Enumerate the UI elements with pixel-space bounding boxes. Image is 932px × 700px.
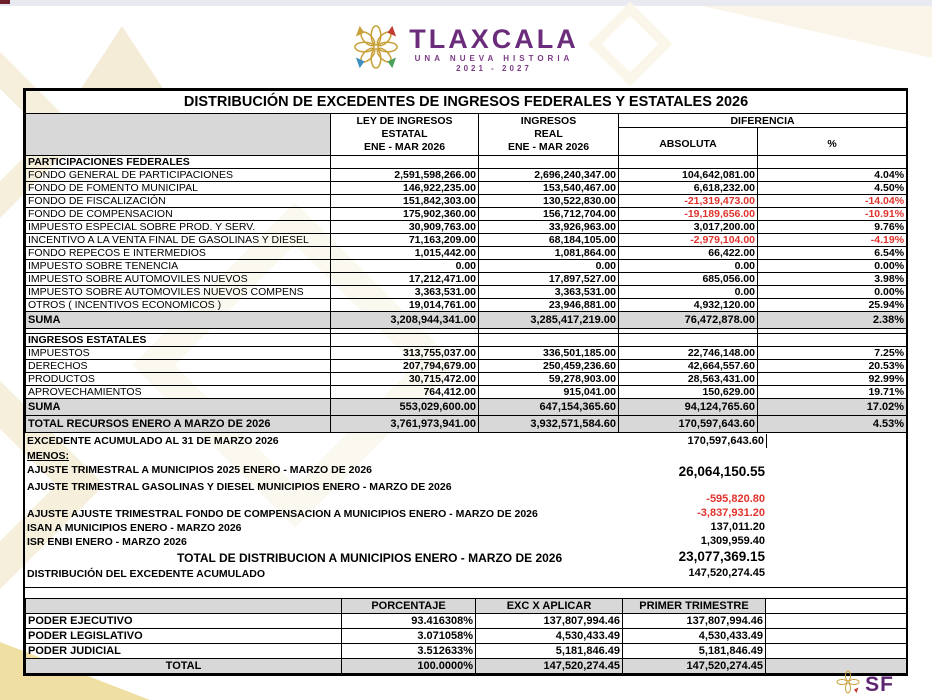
row-label: IMPUESTO ESPECIAL SOBRE PROD. Y SERV. (26, 221, 331, 234)
row-ley-value: 151,842,303.00 (331, 195, 479, 208)
dist-row-exc: 5,181,846.49 (476, 644, 623, 659)
sf-flower-icon (836, 670, 860, 699)
row-label: FONDO REPECOS E INTERMEDIOS (26, 247, 331, 260)
row-label: PRODUCTOS (26, 373, 331, 386)
row-absoluta-value: 76,472,878.00 (619, 312, 758, 329)
row-percent-value (758, 156, 907, 169)
row-ley-value: 313,755,037.00 (331, 347, 479, 360)
row-real-value: 59,278,903.00 (479, 373, 619, 386)
row-absoluta-value: 6,618,232.00 (619, 182, 758, 195)
dist-header-porcentaje: PORCENTAJE (342, 599, 476, 614)
table-row (26, 334, 907, 347)
row-percent-value: 0.00% (758, 286, 907, 299)
summary-row (25, 521, 906, 535)
row-ley-value: 146,922,235.00 (331, 182, 479, 195)
table-row (26, 273, 907, 286)
row-label: FONDO GENERAL DE PARTICIPACIONES (26, 169, 331, 182)
dist-row-exc: 147,520,274.45 (476, 659, 623, 674)
row-absoluta-value: 94,124,765.60 (619, 399, 758, 416)
row-ley-value (331, 156, 479, 169)
top-left-corner-mark (0, 0, 10, 4)
row-label: SUMA (26, 312, 331, 329)
row-real-value: 0.00 (479, 260, 619, 273)
row-percent-value: 20.53% (758, 360, 907, 373)
row-percent-value: 2.38% (758, 312, 907, 329)
dist-header-primer-trimestre: PRIMER TRIMESTRE (623, 599, 766, 614)
row-real-value: 915,041.00 (479, 386, 619, 399)
row-percent-value: -4.19% (758, 234, 907, 247)
dist-row-label: PODER LEGISLATIVO (26, 629, 342, 644)
row-label: INGRESOS ESTATALES (26, 334, 331, 347)
summary-label: EXCEDENTE ACUMULADO AL 31 DE MARZO 2026 (27, 435, 279, 447)
summary-row (25, 480, 906, 507)
brand-years: 2021 - 2027 (456, 64, 532, 73)
row-real-value: 68,184,105.00 (479, 234, 619, 247)
table-row (26, 221, 907, 234)
row-ley-value: 17,212,471.00 (331, 273, 479, 286)
row-percent-value: 92.99% (758, 373, 907, 386)
row-absoluta-value: 3,017,200.00 (619, 221, 758, 234)
row-real-value: 3,932,571,584.60 (479, 416, 619, 433)
top-window-strip (0, 0, 932, 6)
row-real-value: 156,712,704.00 (479, 208, 619, 221)
row-percent-value: -10.91% (758, 208, 907, 221)
header-ley-de-ingresos: LEY DE INGRESOS ESTATAL ENE - MAR 2026 (331, 114, 479, 156)
row-label: FONDO DE FOMENTO MUNICIPAL (26, 182, 331, 195)
table-row (26, 234, 907, 247)
row-ley-value: 3,761,973,941.00 (331, 416, 479, 433)
row-absoluta-value: -2,979,104.00 (619, 234, 758, 247)
row-ley-value: 0.00 (331, 260, 479, 273)
row-absoluta-value: 42,664,557.60 (619, 360, 758, 373)
row-label: APROVECHAMIENTOS (26, 386, 331, 399)
header-percent: % (758, 128, 907, 156)
summary-row (25, 535, 906, 549)
row-percent-value: 9.76% (758, 221, 907, 234)
row-real-value: 1,081,864.00 (479, 247, 619, 260)
summary-value: 1,309,959.40 (700, 535, 765, 547)
row-percent-value: 4.04% (758, 169, 907, 182)
dist-row-exc: 137,807,994.46 (476, 614, 623, 629)
dist-header-exc-x-aplicar: EXC X APLICAR (476, 599, 623, 614)
dist-row-porcentaje: 3.071058% (342, 629, 476, 644)
dist-row-exc: 4,530,433.49 (476, 629, 623, 644)
dist-row-trimestre: 137,807,994.46 (623, 614, 766, 629)
dist-row-porcentaje: 93.416308% (342, 614, 476, 629)
header-diferencia: DIFERENCIA (619, 114, 907, 128)
dist-header-empty (26, 599, 342, 614)
row-real-value (479, 334, 619, 347)
row-absoluta-value (619, 156, 758, 169)
dist-row (26, 629, 907, 644)
row-label: OTROS ( INCENTIVOS ECONOMICOS ) (26, 299, 331, 312)
row-label: IMPUESTOS (26, 347, 331, 360)
row-real-value: 130,522,830.00 (479, 195, 619, 208)
dist-row-label: PODER EJECUTIVO (26, 614, 342, 629)
dist-row-trimestre: 147,520,274.45 (623, 659, 766, 674)
summary-label: TOTAL DE DISTRIBUCION A MUNICIPIOS ENERO - MARZO DE 2026 (177, 551, 563, 565)
header-absoluta: ABSOLUTA (619, 128, 758, 156)
summary-label: AJUSTE TRIMESTRAL A MUNICIPIOS 2025 ENERO - MARZO DE 2026 (27, 464, 373, 476)
row-ley-value: 3,208,944,341.00 (331, 312, 479, 329)
summary-label: ISAN A MUNICIPIOS ENERO - MARZO 2026 (27, 522, 242, 534)
row-absoluta-value: -19,189,656.00 (619, 208, 758, 221)
header-empty-cell (26, 114, 331, 156)
row-percent-value: 25.94% (758, 299, 907, 312)
row-label: PARTICIPACIONES FEDERALES (26, 156, 331, 169)
row-percent-value: 4.50% (758, 182, 907, 195)
summary-label: AJUSTE AJUSTE TRIMESTRAL FONDO DE COMPENSACION A MUNICIPIOS ENERO - MARZO DE 2026 (27, 508, 538, 520)
main-table (25, 90, 907, 433)
row-absoluta-value: 28,563,431.00 (619, 373, 758, 386)
report-frame (23, 88, 908, 676)
row-ley-value: 764,412.00 (331, 386, 479, 399)
row-absoluta-value: 0.00 (619, 286, 758, 299)
row-real-value: 2,696,240,347.00 (479, 169, 619, 182)
row-ley-value: 207,794,679.00 (331, 360, 479, 373)
table-row (26, 247, 907, 260)
table-row (26, 182, 907, 195)
row-label: IMPUESTO SOBRE TENENCIA (26, 260, 331, 273)
dist-row-blank (766, 629, 907, 644)
row-percent-value: 3.98% (758, 273, 907, 286)
row-absoluta-value (619, 334, 758, 347)
table-row (26, 299, 907, 312)
row-percent-value: 7.25% (758, 347, 907, 360)
tlaxcala-flower-icon (353, 24, 399, 75)
dist-row (26, 614, 907, 629)
dist-row-trimestre: 4,530,433.49 (623, 629, 766, 644)
row-label: SUMA (26, 399, 331, 416)
row-absoluta-value: 150,629.00 (619, 386, 758, 399)
report-title: DISTRIBUCIÓN DE EXCEDENTES DE INGRESOS FEDERALES Y ESTATALES 2026 (26, 91, 907, 114)
row-percent-value: 19.71% (758, 386, 907, 399)
table-row (26, 286, 907, 299)
row-percent-value: 0.00% (758, 260, 907, 273)
row-real-value: 23,946,881.00 (479, 299, 619, 312)
row-absoluta-value: 4,932,120.00 (619, 299, 758, 312)
dist-row-label: PODER JUDICIAL (26, 644, 342, 659)
summary-value: -3,837,931.20 (697, 507, 765, 519)
row-absoluta-value: -21,319,473.00 (619, 195, 758, 208)
summary-label: DISTRIBUCIÓN DEL EXCEDENTE ACUMULADO (27, 568, 266, 580)
row-ley-value: 19,014,761.00 (331, 299, 479, 312)
row-real-value: 17,897,527.00 (479, 273, 619, 286)
summary-row (25, 463, 906, 480)
dist-row-blank (766, 644, 907, 659)
row-absoluta-value: 170,597,643.60 (619, 416, 758, 433)
row-percent-value: 6.54% (758, 247, 907, 260)
row-real-value: 250,459,236.60 (479, 360, 619, 373)
table-row (26, 360, 907, 373)
dist-row-porcentaje: 100.0000% (342, 659, 476, 674)
dist-row-trimestre: 5,181,846.49 (623, 644, 766, 659)
table-row (26, 386, 907, 399)
summary-value: 137,011.20 (710, 521, 765, 533)
summary-row (25, 507, 906, 521)
table-row (26, 195, 907, 208)
row-absoluta-value: 66,422.00 (619, 247, 758, 260)
row-label: IMPUESTO SOBRE AUTOMOVILES NUEVOS (26, 273, 331, 286)
row-percent-value: -14.04% (758, 195, 907, 208)
row-real-value: 153,540,467.00 (479, 182, 619, 195)
summary-value: 23,077,369.15 (678, 549, 765, 564)
header-ingresos-real: INGRESOS REAL ENE - MAR 2026 (479, 114, 619, 156)
table-row (26, 399, 907, 416)
row-label: INCENTIVO A LA VENTA FINAL DE GASOLINAS Y DIESEL (26, 234, 331, 247)
table-row (26, 169, 907, 182)
row-real-value: 33,926,963.00 (479, 221, 619, 234)
row-real-value: 3,285,417,219.00 (479, 312, 619, 329)
dist-row (26, 659, 907, 674)
row-ley-value (331, 334, 479, 347)
summary-label: ISR ENBI ENERO - MARZO 2026 (27, 536, 187, 548)
brand-header (0, 24, 932, 75)
brand-subtitle: UNA NUEVA HISTORIA (414, 54, 574, 63)
table-row (26, 347, 907, 360)
row-label: FONDO DE FISCALIZACIÓN (26, 195, 331, 208)
dist-row-label: TOTAL (26, 659, 342, 674)
row-ley-value: 1,015,442.00 (331, 247, 479, 260)
table-row (26, 208, 907, 221)
table-row (26, 156, 907, 169)
dist-row-porcentaje: 3.512633% (342, 644, 476, 659)
summary-row (25, 549, 906, 567)
row-label: FONDO DE COMPENSACION (26, 208, 331, 221)
brand-title: TLAXCALA (409, 24, 579, 54)
summary-value: 170,597,643.60 (688, 434, 767, 448)
summary-block (25, 433, 906, 581)
row-absoluta-value: 685,056.00 (619, 273, 758, 286)
dist-header-blank (766, 599, 907, 614)
row-ley-value: 175,902,360.00 (331, 208, 479, 221)
dist-row (26, 644, 907, 659)
row-absoluta-value: 104,642,081.00 (619, 169, 758, 182)
footer (836, 670, 894, 699)
distribution-table (25, 598, 907, 674)
separator-gap (25, 588, 906, 598)
summary-value: 26,064,150.55 (678, 464, 765, 479)
row-percent-value: 4.53% (758, 416, 907, 433)
row-absoluta-value: 22,746,148.00 (619, 347, 758, 360)
summary-row (25, 449, 906, 463)
row-label: TOTAL RECURSOS ENERO A MARZO DE 2026 (26, 416, 331, 433)
row-percent-value: 17.02% (758, 399, 907, 416)
row-label: DERECHOS (26, 360, 331, 373)
row-ley-value: 71,163,209.00 (331, 234, 479, 247)
row-ley-value: 553,029,600.00 (331, 399, 479, 416)
sf-logo-text: SF (865, 672, 894, 696)
summary-row (25, 567, 906, 581)
row-real-value: 336,501,185.00 (479, 347, 619, 360)
summary-row (25, 434, 906, 449)
table-row (26, 312, 907, 329)
row-real-value: 647,154,365.60 (479, 399, 619, 416)
summary-label: MENOS: (27, 450, 69, 462)
separator-line (25, 581, 906, 588)
summary-label: AJUSTE TRIMESTRAL GASOLINAS Y DIESEL MUNICIPIOS ENERO - MARZO DE 2026 (27, 481, 452, 493)
summary-value: 147,520,274.45 (688, 567, 765, 579)
table-row (26, 373, 907, 386)
row-ley-value: 2,591,598,266.00 (331, 169, 479, 182)
row-real-value: 3,363,531.00 (479, 286, 619, 299)
row-ley-value: 3,363,531.00 (331, 286, 479, 299)
row-ley-value: 30,715,472.00 (331, 373, 479, 386)
summary-value: -595,820.80 (706, 493, 765, 505)
row-label: IMPUESTO SOBRE AUTOMOVILES NUEVOS COMPENS (26, 286, 331, 299)
dist-row-blank (766, 614, 907, 629)
row-ley-value: 30,909,763.00 (331, 221, 479, 234)
table-row (26, 260, 907, 273)
row-absoluta-value: 0.00 (619, 260, 758, 273)
row-real-value (479, 156, 619, 169)
table-row (26, 416, 907, 433)
row-percent-value (758, 334, 907, 347)
